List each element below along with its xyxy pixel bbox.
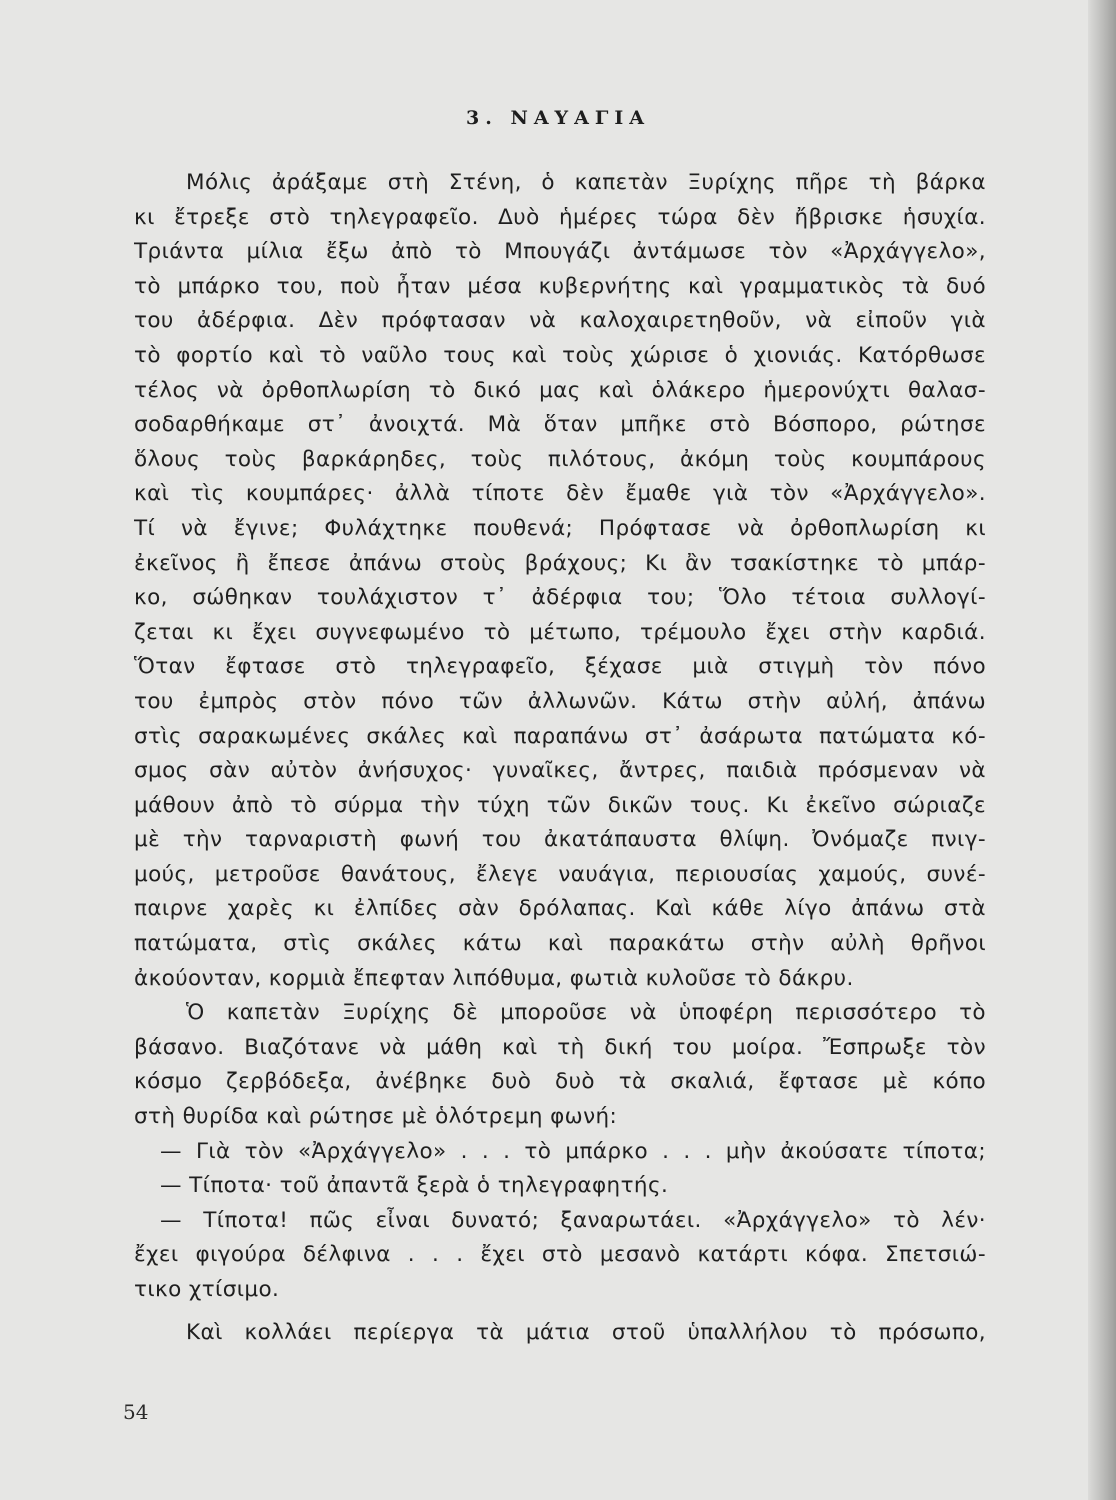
chapter-title: 3. ΝΑΥΑΓΙΑ <box>466 107 650 129</box>
text-line: ἀκούονταν, κορμιὰ ἔπεφταν λιπόθυμα, φωτιὰ κυλοῦσε τὸ δάκρυ. <box>134 965 854 991</box>
text-line: πατώματα, στὶς σκάλες κάτω καὶ παρακάτω στὴν αὐλὴ θρῆνοι <box>134 931 986 957</box>
chapter-body <box>134 166 986 1350</box>
text-line: Τί νὰ ἔγινε; Φυλάχτηκε πουθενά; Πρόφτασε νὰ ὀρθοπλωρίση κι <box>134 515 986 541</box>
page-number: 54 <box>123 1400 149 1424</box>
dialogue-line: — Τίποτα· τοῦ ἀπαντᾶ ξερὰ ὁ τηλεγραφητής. <box>160 1173 669 1199</box>
text-line: στὶς σαρακωμένες σκάλες καὶ παραπάνω στ᾽ ἀσάρωτα πατώματα κό- <box>134 723 986 749</box>
text-line: μὲ τὴν ταρναριστὴ φωνή του ἀκατάπαυστα θλίψη. Ὀνόμαζε πνιγ- <box>134 827 986 853</box>
text-line: τικο χτίσιμο. <box>134 1277 280 1302</box>
text-line: μούς, μετροῦσε θανάτους, ἔλεγε ναυάγια, περιουσίας χαμούς, συνέ- <box>134 861 986 887</box>
text-line: μάθουν ἀπὸ τὸ σύρμα τὴν τύχη τῶν δικῶν τους. Κι ἐκεῖνο σώριαζε <box>134 792 986 818</box>
text-line: καὶ τὶς κουμπάρες· ἀλλὰ τίποτε δὲν ἔμαθε γιὰ τὸν «Ἀρχάγγελο». <box>134 481 986 507</box>
text-line: στὴ θυρίδα καὶ ρώτησε μὲ ὁλότρεμη φωνή: <box>134 1104 618 1130</box>
text-line: του ἀδέρφια. Δὲν πρόφτασαν νὰ καλοχαιρετηθοῦν, νὰ εἰποῦν γιὰ <box>134 308 986 334</box>
text-line: κόσμο ζερβόδεξα, ἀνέβηκε δυὸ δυὸ τὰ σκαλιά, ἔφτασε μὲ κόπο <box>134 1069 986 1095</box>
text-line: Ὁ καπετὰν Ξυρίχης δὲ μποροῦσε νὰ ὑποφέρη περισσότερο τὸ <box>186 1000 986 1026</box>
text-line: σμος σὰν αὐτὸν ἀνήσυχος· γυναῖκες, ἄντρες, παιδιὰ πρόσμεναν νὰ <box>134 758 986 784</box>
text-line: ἔχει φιγούρα δέλφινα . . . ἔχει στὸ μεσανὸ κατάρτι κόφα. Σπετσιώ- <box>134 1242 986 1268</box>
dialogue-line: — Γιὰ τὸν «Ἀρχάγγελο» . . . τὸ μπάρκο . . . μὴν ἀκούσατε τίποτα; <box>160 1138 986 1164</box>
text-line: Καὶ κολλάει περίεργα τὰ μάτια στοῦ ὑπαλλήλου τὸ πρόσωπο, <box>186 1319 986 1345</box>
text-line: κι ἔτρεξε στὸ τηλεγραφεῖο. Δυὸ ἡμέρες τώρα δὲν ἤβρισκε ἡσυχία. <box>134 204 986 230</box>
text-line: ἐκεῖνος ἢ ἔπεσε ἀπάνω στοὺς βράχους; Κι ἂν τσακίστηκε τὸ μπάρ- <box>134 550 986 576</box>
text-line: κο, σώθηκαν τουλάχιστον τ᾽ ἀδέρφια του; Ὅλο τέτοια συλλογί- <box>134 585 986 611</box>
text-line: ὅλους τοὺς βαρκάρηδες, τοὺς πιλότους, ἀκόμη τοὺς κουμπάρους <box>134 446 986 472</box>
text-line: ζεται κι ἔχει συγνεφωμένο τὸ μέτωπο, τρέμουλο ἔχει στὴν καρδιά. <box>134 619 986 645</box>
text-line: Τριάντα μίλια ἔξω ἀπὸ τὸ Μπουγάζι ἀντάμωσε τὸν «Ἀρχάγγελο», <box>134 239 986 265</box>
text-line: του ἐμπρὸς στὸν πόνο τῶν ἀλλωνῶν. Κάτω στὴν αὐλή, ἀπάνω <box>134 688 986 714</box>
text-line: Μόλις ἀράξαμε στὴ Στένη, ὁ καπετὰν Ξυρίχης πῆρε τὴ βάρκα <box>186 170 986 195</box>
text-line: σοδαρθήκαμε στ᾽ ἀνοιχτά. Μὰ ὅταν μπῆκε στὸ Βόσπορο, ρώτησε <box>134 412 986 438</box>
page-edge-shadow <box>1088 0 1116 1500</box>
text-line: τὸ μπάρκο του, ποὺ ἦταν μέσα κυβερνήτης καὶ γραμματικὸς τὰ δυό <box>134 273 986 299</box>
text-line: βάσανο. Βιαζότανε νὰ μάθη καὶ τὴ δική του μοίρα. Ἔσπρωξε τὸν <box>134 1034 986 1060</box>
text-line: τέλος νὰ ὀρθοπλωρίση τὸ δικό μας καὶ ὁλάκερο ἡμερονύχτι θαλασ- <box>134 377 986 403</box>
text-line: παιρνε χαρὲς κι ἐλπίδες σὰν δρόλαπας. Καὶ κάθε λίγο ἀπάνω στὰ <box>134 896 986 922</box>
text-line: Ὅταν ἔφτασε στὸ τηλεγραφεῖο, ξέχασε μιὰ στιγμὴ τὸν πόνο <box>134 654 986 680</box>
text-line: τὸ φορτίο καὶ τὸ ναῦλο τους καὶ τοὺς χώρισε ὁ χιονιάς. Κατόρθωσε <box>134 342 986 368</box>
dialogue-line: — Τίποτα! πῶς εἶναι δυνατό; ξαναρωτάει. «Ἀρχάγγελο» τὸ λέν· <box>160 1207 986 1233</box>
